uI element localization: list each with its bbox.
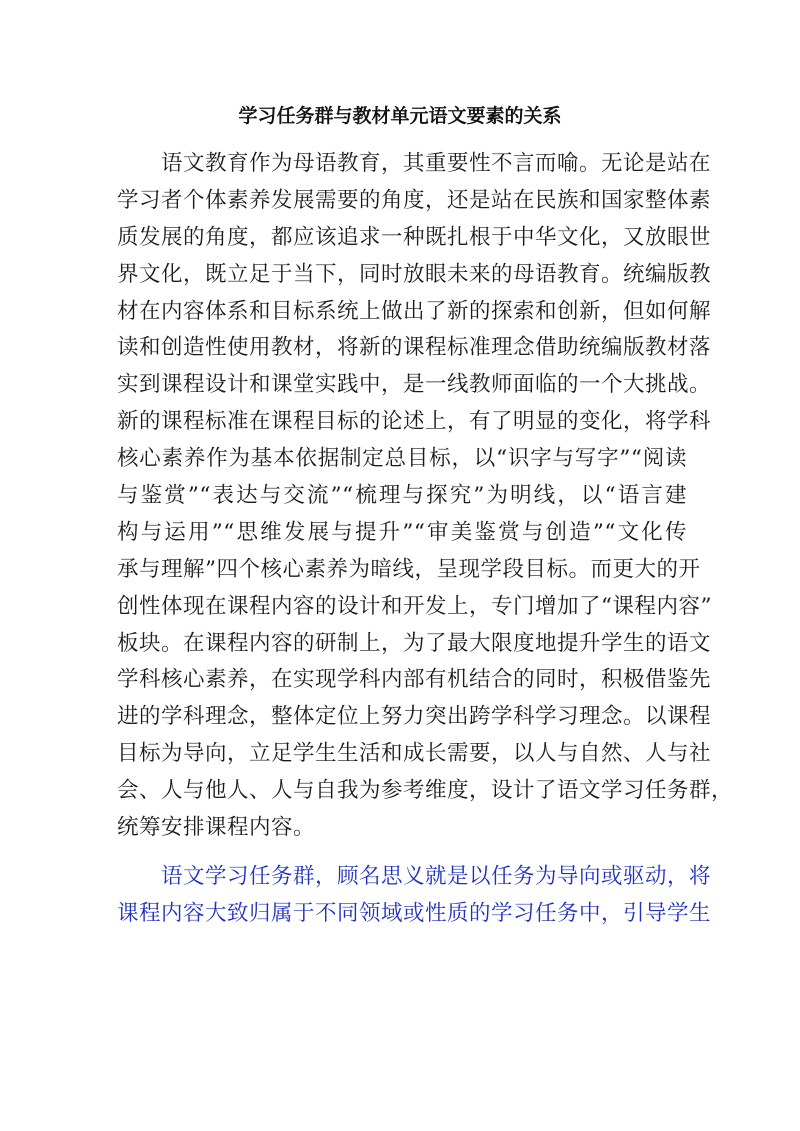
- paragraph-line: 语文教育作为母语教育，其重要性不言而喻。无论是站在: [117, 151, 712, 176]
- paragraph-line: 读和创造性使用教材，将新的课程标准理念借助统编版教材落: [117, 335, 712, 361]
- paragraph-line: 统筹安排课程内容。: [117, 815, 316, 841]
- paragraph-line: 实到课程设计和课堂实践中，是一线教师面临的一个大挑战。: [117, 372, 712, 398]
- paragraph-line: 构与运用”“思维发展与提升”“审美鉴赏与创造”“文化传: [117, 519, 687, 545]
- paragraph-line: 课程内容大致归属于不同领域或性质的学习任务中，引导学生: [117, 900, 712, 926]
- paragraph-line: 学习者个体素养发展需要的角度，还是站在民族和国家整体素: [117, 187, 712, 213]
- paragraph-line: 语文学习任务群，顾名思义就是以任务为导向或驱动，将: [117, 863, 712, 889]
- paragraph-1: [117, 146, 734, 847]
- paragraph-line: 与鉴赏”“表达与交流”“梳理与探究”为明线，以“语言建: [117, 483, 687, 509]
- document-body: [117, 146, 734, 933]
- paragraph-line: 会、人与他人、人与自我为参考维度，设计了语文学习任务群，: [117, 778, 734, 804]
- paragraph-line: 学科核心素养，在实现学科内部有机结合的同时，积极借鉴先: [117, 667, 712, 693]
- paragraph-line: 新的课程标准在课程目标的论述上，有了明显的变化，将学科: [117, 409, 712, 435]
- paragraph-line: 承与理解”四个核心素养为暗线，呈现学段目标。而更大的开: [117, 556, 701, 582]
- paragraph-line: 质发展的角度，都应该追求一种既扎根于中华文化，又放眼世: [117, 224, 712, 250]
- paragraph-2: [117, 859, 712, 933]
- paragraph-line: 材在内容体系和目标系统上做出了新的探索和创新，但如何解: [117, 298, 712, 324]
- paragraph-line: 界文化，既立足于当下，同时放眼未来的母语教育。统编版教: [117, 261, 712, 287]
- paragraph-line: 创性体现在课程内容的设计和开发上，专门增加了“课程内容”: [117, 593, 712, 619]
- paragraph-spacer: [117, 847, 687, 859]
- paragraph-line: 进的学科理念，整体定位上努力突出跨学科学习理念。以课程: [117, 704, 712, 730]
- paragraph-line: 目标为导向，立足学生生活和成长需要，以人与自然、人与社: [117, 741, 712, 767]
- paragraph-line: 核心素养作为基本依据制定总目标，以“识字与写字”“阅读: [117, 446, 687, 472]
- paragraph-line: 板块。在课程内容的研制上，为了最大限度地提升学生的语文: [117, 630, 712, 656]
- document-title: 学习任务群与教材单元语文要素的关系: [238, 105, 562, 127]
